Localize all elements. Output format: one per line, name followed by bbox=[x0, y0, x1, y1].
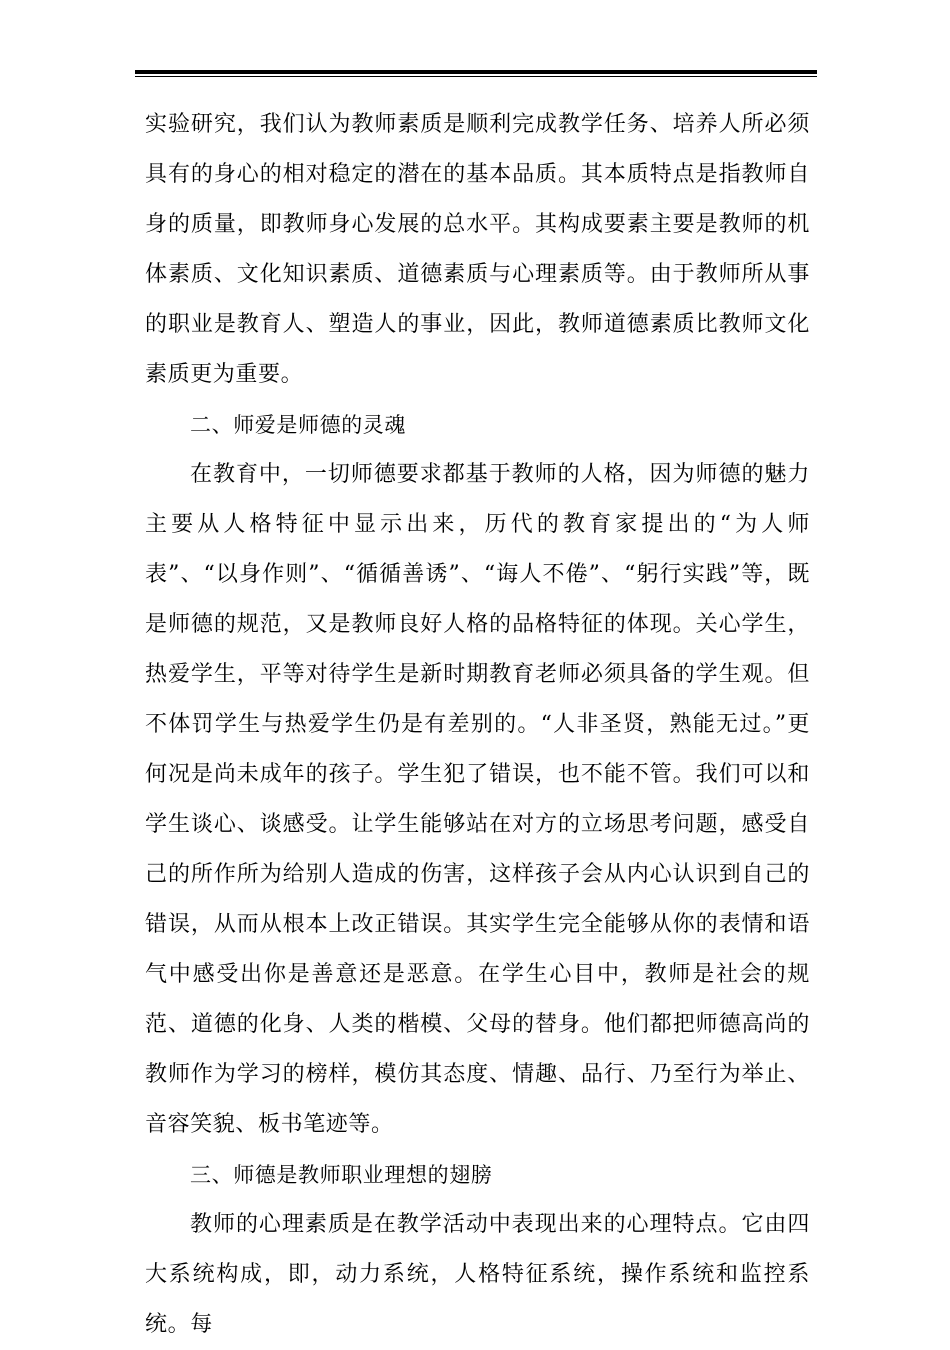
paragraph-psychological-quality: 教师的心理素质是在教学活动中表现出来的心理特点。它由四大系统构成，即，动力系统，人格特征系统，操作系统和监控系统。每 bbox=[145, 1212, 810, 1337]
header-rule bbox=[135, 70, 817, 77]
header-rule-thin bbox=[135, 76, 817, 77]
paragraph-teacher-love: 在教育中，一切师德要求都基于教师的人格，因为师德的魅力主要从人格特征中显示出来，历代的教育家提出的“为人师表”、“以身作则”、“循循善诱”、“诲人不倦”、“躬行实践”等，既是师德的规范，又是教师良好人格的品格特征的体现。关心学生，热爱学生，平等对待学生是新时期教育老师必须具备的学生观。但不体罚学生与热爱学生仍是有差别的。“人非圣贤，熟能无过。”更何况是尚未成年的孩子。学生犯了错误，也不能不管。我们可以和学生谈心、谈感受。让学生能够站在对方的立场思考问题，感受自己的所作所为给别人造成的伤害，这样孩子会从内心认识到自己的错误，从而从根本上改正错误。其实学生完全能够从你的表情和语气中感受出你是善意还是恶意。在学生心目中，教师是社会的规范、道德的化身、人类的楷模、父母的替身。他们都把师德高尚的教师作为学习的榜样，模仿其态度、情趣、品行、乃至行为举止、音容笑貌、板书笔迹等。 bbox=[145, 462, 810, 1137]
section-heading-two: 二、师爱是师德的灵魂 bbox=[190, 413, 406, 437]
section-heading-three: 三、师德是教师职业理想的翅膀 bbox=[190, 1163, 493, 1187]
header-rule-thick bbox=[135, 70, 817, 74]
document-body bbox=[145, 100, 810, 1350]
paragraph-teacher-quality: 实验研究，我们认为教师素质是顺利完成教学任务、培养人所必须具有的身心的相对稳定的潜在的基本品质。其本质特点是指教师自身的质量，即教师身心发展的总水平。其构成要素主要是教师的机体素质、文化知识素质、道德素质与心理素质等。由于教师所从事的职业是教育人、塑造人的事业，因此，教师道德素质比教师文化素质更为重要。 bbox=[145, 112, 810, 387]
